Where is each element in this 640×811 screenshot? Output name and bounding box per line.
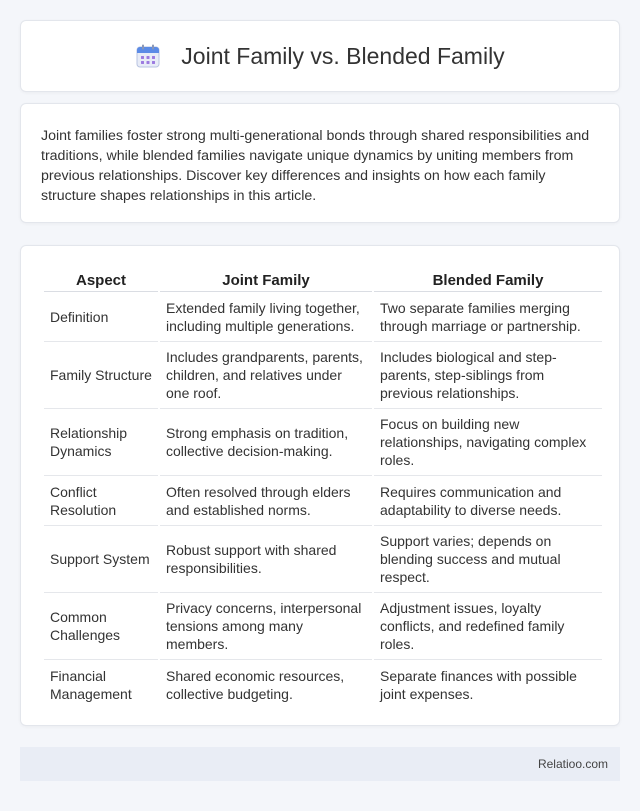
header-joint-family: Joint Family [160, 266, 372, 292]
cell-joint: Shared economic resources, collective budgeting. [166, 668, 345, 702]
cell-joint: Privacy concerns, interpersonal tensions among many members. [160, 593, 372, 660]
cell-aspect: Financial Management [50, 668, 132, 702]
cell-joint: Includes grandparents, parents, children, and relatives under one roof. [160, 342, 372, 409]
page-title: Joint Family vs. Blended Family [181, 42, 505, 69]
cell-aspect: Family Structure [44, 342, 158, 409]
calendar-icon [135, 43, 161, 69]
footer-brand[interactable]: Relatioo.com [537, 757, 608, 771]
table-row [44, 292, 602, 342]
table-row [44, 409, 602, 476]
intro-card [20, 103, 620, 223]
cell-blended: Separate finances with possible joint expenses. [380, 668, 577, 702]
cell-aspect: Relationship Dynamics [44, 409, 158, 476]
cell-joint: Robust support with shared responsibilities. [160, 526, 372, 593]
cell-blended: Includes biological and step-parents, step-siblings from previous relationships. [374, 342, 602, 409]
cell-joint: Extended family living together, including multiple generations. [160, 292, 372, 342]
cell-aspect: Common Challenges [44, 593, 158, 660]
cell-blended: Requires communication and adaptability to diverse needs. [374, 476, 602, 526]
cell-aspect: Conflict Resolution [44, 476, 158, 526]
table-row [44, 342, 602, 409]
cell-blended: Support varies; depends on blending success and mutual respect. [374, 526, 602, 593]
header-card [20, 20, 620, 92]
footer [20, 747, 620, 781]
cell-joint: Strong emphasis on tradition, collective decision-making. [160, 409, 372, 476]
cell-joint: Often resolved through elders and established norms. [160, 476, 372, 526]
cell-blended: Two separate families merging through marriage or partnership. [374, 292, 602, 342]
table-row [44, 476, 602, 526]
intro-text: Joint families foster strong multi-generational bonds through shared responsibilities and traditions, while blended families navigate unique dynamics by uniting members from previous relationships. Discover key differences and insights on how each family structure shapes relationships in this article. [41, 128, 590, 204]
comparison-table [42, 266, 604, 710]
table-card [20, 245, 620, 726]
table-row [44, 526, 602, 593]
table-row [44, 660, 602, 710]
header-blended-family: Blended Family [374, 266, 602, 292]
cell-aspect: Definition [44, 292, 158, 342]
table-row [44, 593, 602, 660]
cell-aspect: Support System [44, 526, 158, 593]
cell-blended: Adjustment issues, loyalty conflicts, and redefined family roles. [374, 593, 602, 660]
cell-blended: Focus on building new relationships, navigating complex roles. [374, 409, 602, 476]
table-header-row [44, 266, 602, 292]
header-aspect: Aspect [44, 266, 158, 292]
title-wrap [135, 43, 504, 70]
